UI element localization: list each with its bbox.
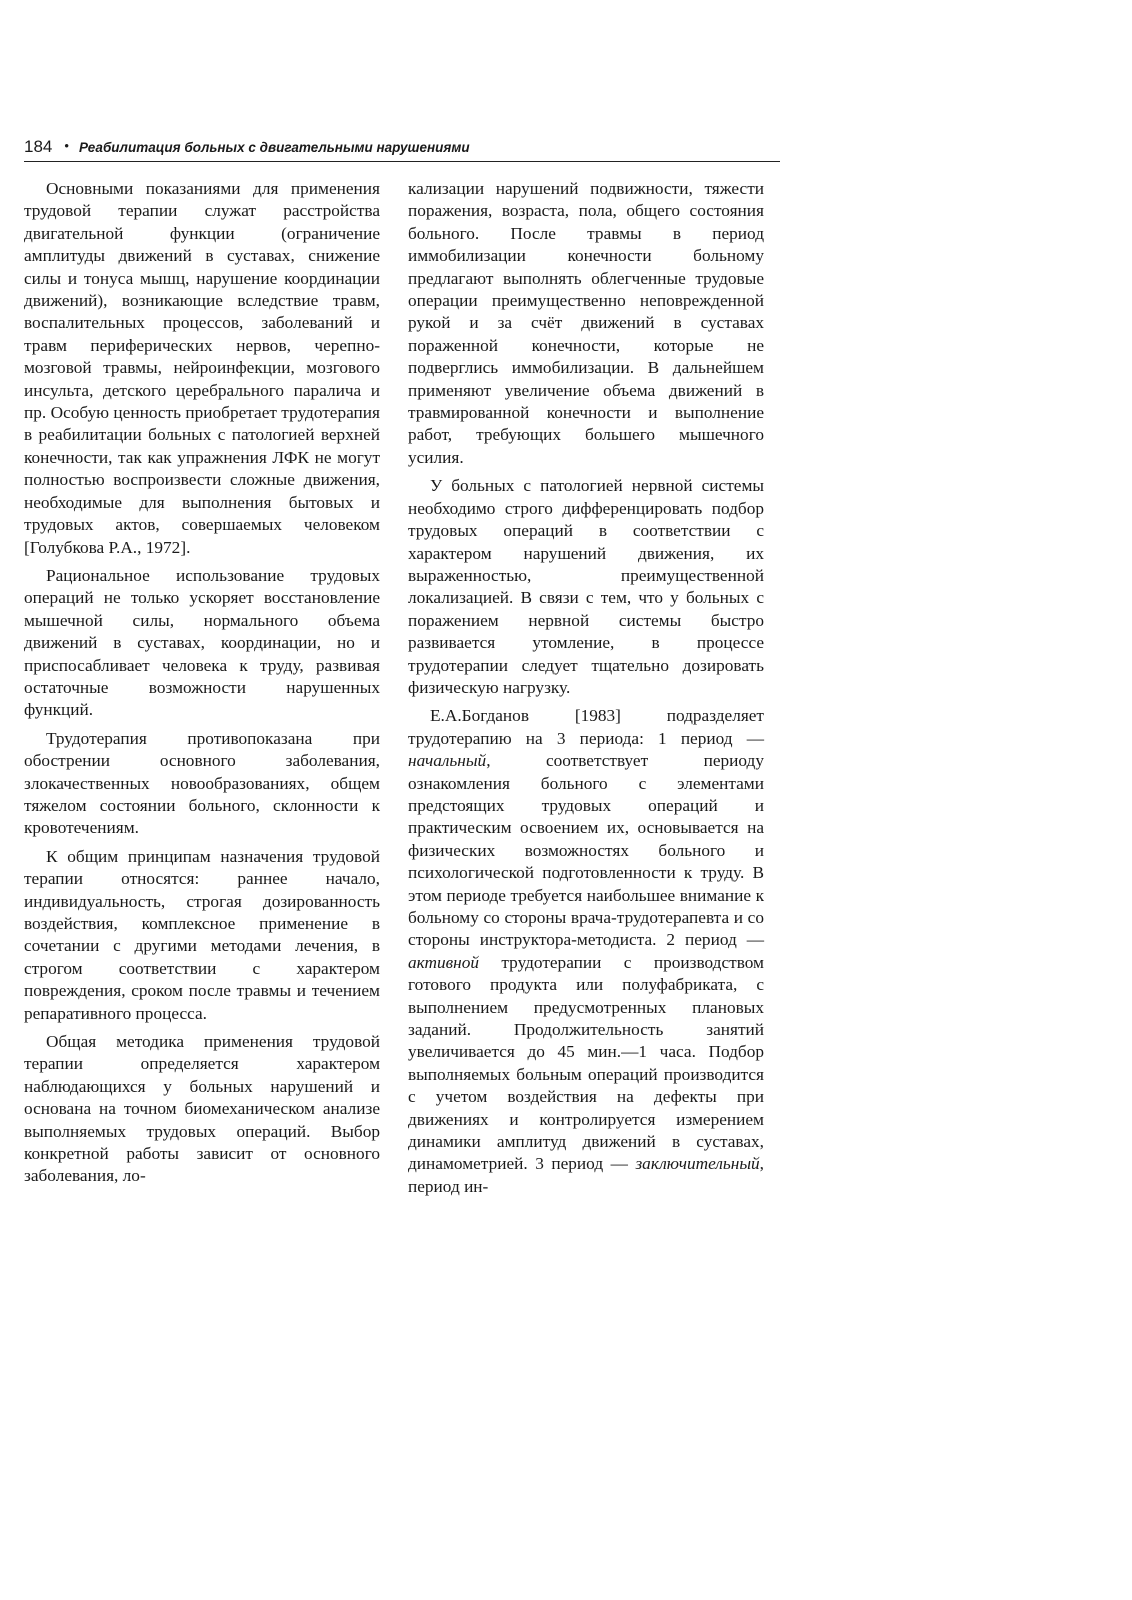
text-span: , соответствует периоду ознакомления больного с элементами предстоящих трудовых операций и практическим освоением их, основывается на физических возможностях больного и психологической подготовленности к труду. В этом периоде требуется наибольшее внимание к больному со стороны врача-трудотерапевта и со стороны инструктора-методиста. 2 период —: [408, 751, 764, 950]
paragraph-general-principles: К общим принципам назначения трудовой терапии относятся: раннее начало, индивидуальность, строгая дозированность воздействия, комплексное применение в сочетании с другими методами лечения, в строгом соответствии с характером повреждения, сроком после травмы и течением репаративного процесса.: [24, 846, 380, 1023]
italic-term-final: заключительный: [635, 1154, 760, 1174]
left-column: [24, 178, 380, 1194]
bullet-separator: •: [64, 138, 69, 153]
paragraph-bogdanov-periods: [408, 705, 764, 1198]
running-title: Реабилитация больных с двигательными нарушениями: [78, 140, 470, 155]
text-span: , период ин-: [408, 1154, 764, 1196]
italic-term-initial: начальный: [408, 751, 487, 771]
paragraph-general-method: Общая методика применения трудовой терапии определяется характером наблюдающихся у больных нарушений и основана на точном биомеханическом анализе выполняемых трудовых операций. Выбор конкретной работы зависит от основного заболевания, ло-: [24, 1032, 380, 1186]
text-span: трудотерапии с производством готового продукта или полуфабриката, с выполнением предусмотренных плановых заданий. Продолжительность занятий увеличивается до 45 мин.—1 часа. Подбор выполняемых больным операций производится с учетом воздействия на дефекты при движениях и контролируется измерением динамики амплитуд движений в суставах, динамометрией. 3 период —: [408, 952, 764, 1174]
text-span: Е.А.Богданов [1983] подразделяет трудотерапию на 3 периода: 1 период —: [408, 706, 764, 748]
italic-term-active: активной: [408, 952, 479, 972]
running-header: [24, 137, 780, 162]
right-column: [408, 178, 764, 1204]
paragraph-rational-use: Рациональное использование трудовых операций не только ускоряет восстановление мышечной силы, нормального объема движений в суставах, координации, но и приспосабливает человека к труду, развивая остаточные возможности нарушенных функций.: [24, 565, 380, 720]
paragraph-nervous-system: У больных с патологией нервной системы необходимо строго дифференцировать подбор трудовых операций в соответствии с характером нарушений движения, их выраженностью, преимущественной локализацией. В связи с тем, что у больных с поражением нервной системы быстро развивается утомление, в процессе трудотерапии следует тщательно дозировать физическую нагрузку.: [408, 476, 764, 697]
paragraph-continuation: кализации нарушений подвижности, тяжести поражения, возраста, пола, общего состояния больного. После травмы в период иммобилизации конечности больному предлагают выполнять облегченные трудовые операции преимущественно неповрежденной рукой и за счёт движений в суставах пораженной конечности, которые не подверглись иммобилизации. В дальнейшем применяют увеличение объема движений в травмированной конечности и выполнение работ, требующих большего мышечного усилия.: [408, 179, 764, 467]
page-number: 184: [24, 137, 53, 156]
paragraph-indications: Основными показаниями для применения трудовой терапии служат расстройства двигательной функции (ограничение амплитуды движений в суставах, снижение силы и тонуса мышц, нарушение координации движений), возникающие вследствие травм, воспалительных процессов, заболеваний и травм периферических нервов, черепно-мозговой травмы, нейроинфекции, мозгового инсульта, детского церебрального паралича и пр. Особую ценность приобретает трудотерапия в реабилитации больных с патологией верхней конечности, так как упражнения ЛФК не могут полностью воспроизвести сложные движения, необходимые для выполнения бытовых и трудовых актов, совершаемых человеком [Голубкова Р.А., 1972].: [24, 179, 380, 557]
paragraph-contraindications: Трудотерапия противопоказана при обострении основного заболевания, злокачественных новообразованиях, общем тяжелом состоянии больного, склонности к кровотечениям.: [24, 728, 380, 838]
